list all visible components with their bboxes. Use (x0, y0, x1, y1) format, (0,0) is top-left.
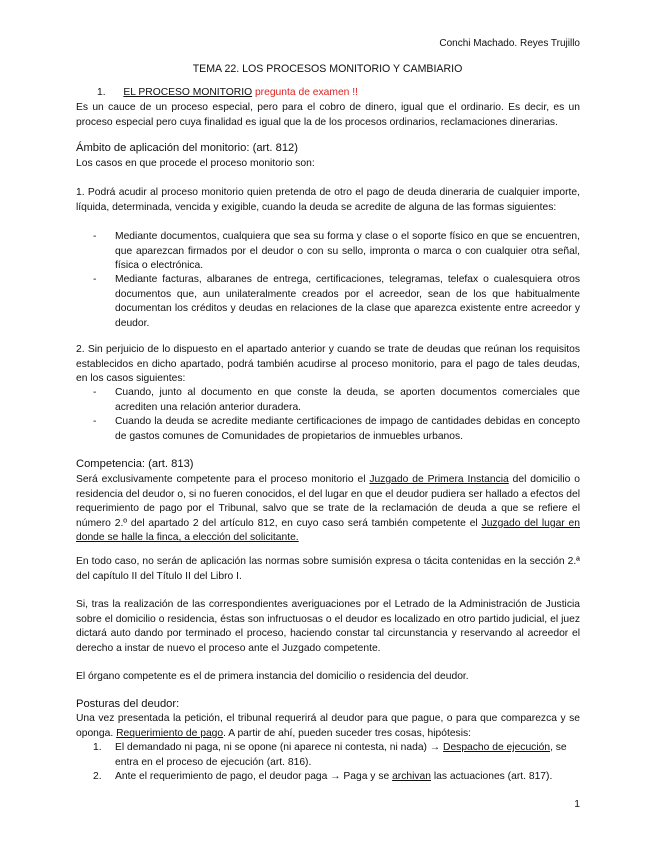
bullet-text: Mediante documentos, cualquiera que sea su forma y clase o el soporte físico en que se encuentren, que aparezcan firmados por el deudor o con su sello, impronta o marca o con cualquier otra señal, física o electrónica. (115, 231, 580, 272)
despacho-de-ejecucion: Despacho de ejecución (443, 742, 551, 753)
header-author: Conchi Machado. Reyes Trujillo (439, 38, 580, 49)
ambito-paragraph-2: 2. Sin perjuicio de lo dispuesto en el apartado anterior y cuando se trate de deudas que reúnan los requisitos establecidos en dicho apartado, podrá también acudirse al proceso monitorio, para el pago de tales deudas, en los casos siguientes: (76, 344, 580, 385)
ambito-paragraph-1: 1. Podrá acudir al proceso monitorio quien pretenda de otro el pago de deuda dineraria de cualquier importe, líquida, determinada, vencida y exigible, cuando la deuda se acredite de alguna de las formas siguientes: (76, 187, 580, 213)
competencia-paragraph-2: En todo caso, no serán de aplicación las normas sobre sumisión expresa o tácita contenidas en la sección 2.ª del capítulo II del Título II del Libro I. (76, 556, 580, 582)
section-1-intro: Es un cauce de un proceso especial, pero para el cobro de dinero, igual que el ordinario. Es decir, es un proceso especial pero cuya finalidad es igual que la de los procesos ordinarios, reclamaciones dinerarias. (76, 102, 580, 128)
list-text: El demandado ni paga, ni se opone (ni aparece ni contesta, ni nada) → Despacho de ejecución, se entra en el proceso de ejecución (art. 816). (115, 742, 567, 768)
juzgado-primera-instancia: Juzgado de Primera Instancia (369, 474, 509, 485)
juzgado-lugar-finca: Juzgado del lugar en donde se halle la finca, a elección del solicitante. (76, 517, 581, 544)
bullet-dash: - (93, 387, 97, 398)
page-number: 1 (574, 799, 580, 810)
exam-note: pregunta de examen !! (254, 87, 358, 98)
bullet-dash: - (93, 231, 97, 242)
bullet-text: Cuando, junto al documento en que conste la deuda, se aporten documentos comerciales que acrediten una relación anterior duradera. (115, 387, 580, 413)
bullet-dash: - (93, 416, 97, 427)
bullet-dash: - (93, 274, 97, 285)
competencia-paragraph-1: Será exclusivamente competente para el proceso monitorio el Juzgado de Primera Instancia del domicilio o residencia del deudor o, si no fueren conocidos, el del lugar en que el deudor pudiera ser hallado a efectos del requerimiento de pago por el Tribunal, salvo que se trate de la reclamación de deuda a que se refiere el número 2.º del apartado 2 del artículo 812, en cuyo caso será también competente el Juzgado del lugar en donde se halle la finca, a elección del solicitante. (76, 474, 581, 544)
archivan: archivan (392, 771, 431, 782)
list-text: Ante el requerimiento de pago, el deudor paga → Paga y se archivan las actuaciones (art. 817). (115, 771, 553, 782)
posturas-paragraph: Una vez presentada la petición, el tribunal requerirá al deudor para que pague, o para que comparezca y se oponga. Requerimiento de pago. A partir de ahí, pueden suceder tres cosas, hipótesis: (76, 713, 580, 739)
bullet-text: Cuando la deuda se acredite mediante certificaciones de impago de cantidades debidas en concepto de gastos comunes de Comunidades de propietarios de inmuebles urbanos. (115, 416, 580, 442)
list-item (93, 770, 580, 785)
requerimiento-de-pago: Requerimiento de pago (116, 727, 224, 739)
ambito-intro: Los casos en que procede el proceso monitorio son: (76, 158, 315, 169)
page-title: TEMA 22. LOS PROCESOS MONITORIO Y CAMBIARIO (192, 63, 463, 75)
competencia-heading: Competencia: (art. 813) (76, 458, 194, 470)
competencia-paragraph-3: Si, tras la realización de las correspondientes averiguaciones por el Letrado de la Administración de Justicia sobre el domicilio o residencia, éstas son infructuosas o el deudor es localizado en otro partido judicial, el juez dictará auto dando por terminado el proceso, haciendo constar tal circunstancia y reservando al acreedor el derecho a instar de nuevo el proceso ante el Juzgado competente. (76, 599, 580, 654)
list-item (93, 386, 580, 415)
posturas-heading: Posturas del deudor: (76, 698, 180, 710)
list-item (93, 741, 580, 770)
section-1-number: 1. (97, 87, 106, 98)
list-number: 2. (93, 771, 102, 782)
list-item (93, 273, 580, 331)
list-item (93, 230, 580, 274)
bullet-text: Mediante facturas, albaranes de entrega, certificaciones, telegramas, telefax o cualesquiera otros documentos que, aun unilateralmente creados por el acreedor, sean de los que habitualmente documentan los créditos y deudas en relaciones de la clase que aparezca existente entre acreedor y deudor. (115, 274, 580, 329)
section-1-heading (97, 86, 358, 100)
section-1-title: EL PROCESO MONITORIO (123, 87, 253, 98)
competencia-paragraph-4: El órgano competente es el de primera instancia del domicilio o residencia del deudor. (76, 671, 469, 682)
list-number: 1. (93, 742, 102, 753)
list-item (93, 415, 580, 444)
ambito-heading: Ámbito de aplicación del monitorio: (art. 812) (76, 142, 298, 154)
